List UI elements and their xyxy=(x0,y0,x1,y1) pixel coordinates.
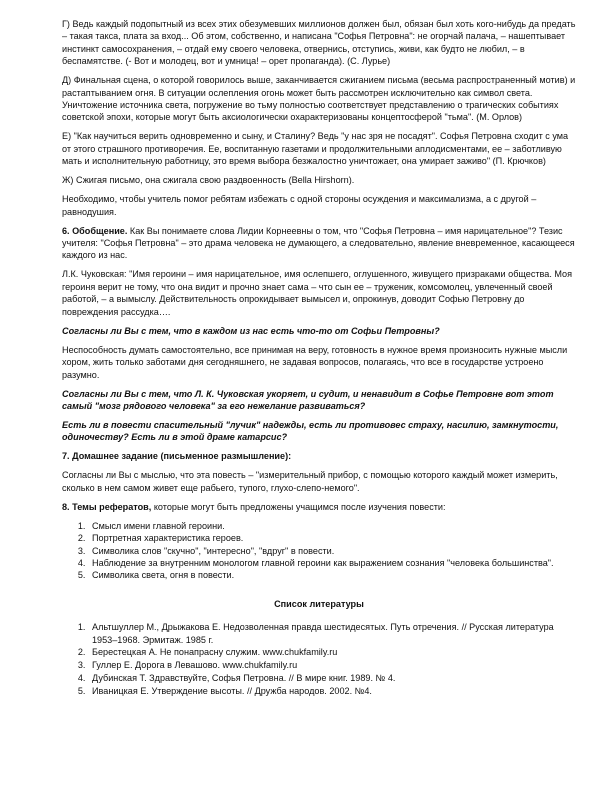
paragraph-d: Д) Финальная сцена, о которой говорилось выше, заканчивается сжиганием письма (весьма распространенный мотив) и растаптыванием огня. В ситуации ослепления огонь может быть рассмотрен исключительно как символ света. Уничтожение источника света, погружение во тьму полностью соответствует представлению о трагических событиях советской эпохи, которые могут быть аксиологически охарактеризованы концептосферой "тьма". (М. Орлов) xyxy=(62,75,576,123)
section-6 xyxy=(62,225,576,262)
list-item: 1. Смысл имени главной героини. xyxy=(88,520,576,532)
list-item: 3. Гуллер Е. Дорога в Левашово. www.chukfamily.ru xyxy=(88,659,576,671)
question-3: Есть ли в повести спасительный "лучик" надежды, есть ли противовес страху, насилию, замкнутости, одиночеству? Есть ли в этой драме катарсис? xyxy=(62,419,559,443)
document-page xyxy=(62,18,576,706)
list-item: 2. Портретная характеристика героев. xyxy=(88,532,576,544)
question-2: Согласны ли Вы с тем, что Л. К. Чуковская укоряет, и судит, и ненавидит в Софье Петровне вот этот самый "мозг рядового человека" за его нежелание развиваться? xyxy=(62,388,554,411)
chukovskaya-quote: Л.К. Чуковская: "Имя героини – имя нарицательное, имя ослепшего, оглушенного, живущего призраками общества. Моя героиня верит не тому, что она видит и прочно знает сама – что сын ее – труженик, комсомолец, увлеченный своей работой, – а вымыслу. Действительность опрокидывает вымысел и, опрокинув, доводит Софью Петровну до повреждения рассудка…. xyxy=(62,269,573,317)
paragraph-e: Е) "Как научиться верить одновременно и сыну, и Сталину? Ведь "у нас зря не посадят". Софья Петровна сходит с ума от этого страшного противоречия. Ее, воспитанную газетами и продолжительными аплодисментами, ее – заботливую мать и исполнительную работницу, это время выбора безжалостно уничтожает, она умирает заживо" (П. Крючков) xyxy=(62,131,569,167)
section-7-heading: 7. Домашнее задание (письменное размышление): xyxy=(62,451,292,462)
paragraph-inability: Неспособность думать самостоятельно, все принимая на веру, готовность в нужное время произносить нужные мысли хором, жить только заботами дня сегодняшнего, не задавая вопросов, полагаясь, что все в государстве устроено разумно. xyxy=(62,344,568,380)
section-8-heading: 8. Темы рефератов, xyxy=(62,501,152,512)
section-7-text: Согласны ли Вы с мыслью, что эта повесть – "измерительный прибор, с помощью которого каждый может измерить, сколько в нем самом живет еще рабьего, тупого, глухо-слепо-немого". xyxy=(62,470,558,493)
list-item: 2. Берестецкая А. Не понапрасну служим. www.chukfamily.ru xyxy=(88,646,576,658)
list-item: 5. Иваницкая Е. Утверждение высоты. // Дружба народов. 2002. №4. xyxy=(88,685,576,697)
paragraph-zh: Ж) Сжигая письмо, она сжигала свою раздвоенность (Bella Hirshorn). xyxy=(62,175,355,186)
section-6-heading: 6. Обобщение. xyxy=(62,225,128,236)
references-list xyxy=(62,621,576,697)
topics-list xyxy=(62,520,576,582)
section-8 xyxy=(62,501,576,513)
list-item: 5. Символика света, огня в повести. xyxy=(88,569,576,581)
references-title: Список литературы xyxy=(274,598,364,609)
paragraph-g: Г) Ведь каждый подопытный из всех этих обезумевших миллионов должен был, обязан был хоть кого-нибудь да предать – такая такса, плата за вход... Об этом, собственно, и написана "Софья Петровна": не огорчай палача, – нашептывает инстинкт самосохранения, – отдай ему своего человека, отвернись, отступись, живи, как будто не любил, – в беспамятстве. (- Вот и молодец, вот и умница! – орет пропаганда). (С. Лурье) xyxy=(62,19,576,67)
section-8-text: которые могут быть предложены учащимся после изучения повести: xyxy=(151,501,446,512)
list-item: 1. Альтшуллер М., Дрыжакова Е. Недозволенная правда шестидесятых. Путь отречения. // Русская литература 1953–1968. Эрмитаж. 1985 г. xyxy=(88,621,576,646)
list-item: 4. Дубинская Т. Здравствуйте, Софья Петровна. // В мире книг. 1989. № 4. xyxy=(88,672,576,684)
question-1: Согласны ли Вы с тем, что в каждом из нас есть что-то от Софьи Петровны? xyxy=(62,325,440,336)
paragraph-necessary: Необходимо, чтобы учитель помог ребятам избежать с одной стороны осуждения и максимализма, а с другой – равнодушия. xyxy=(62,194,537,217)
list-item: 3. Символика слов "скучно", "интересно", "вдруг" в повести. xyxy=(88,545,576,557)
list-item: 4. Наблюдение за внутренним монологом главной героини как выражением сознания "человека большинства". xyxy=(88,557,576,569)
section-6-text: Как Вы понимаете слова Лидии Корнеевны о том, что "Софья Петровна – имя нарицательное"? Тезис учителя: "Софья Петровна" – это драма человека не думающего, а следовательно, явление вневременное, касающееся каждого из нас. xyxy=(62,225,575,261)
